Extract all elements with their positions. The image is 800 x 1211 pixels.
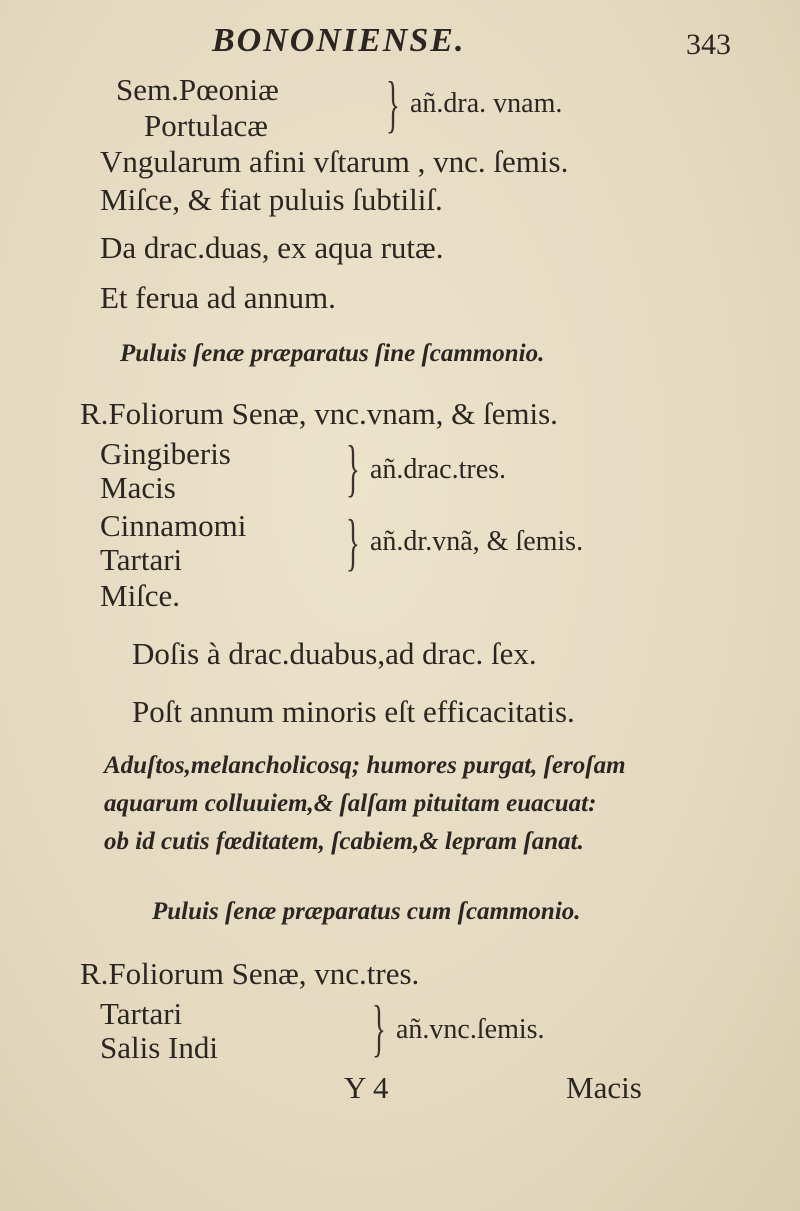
brace: } [386, 68, 400, 139]
text-line: Poſt annum minoris eſt efficacitatis. [132, 694, 575, 729]
recipe-line: R.Foliorum Senæ, vnc.vnam, & ſemis. [80, 396, 558, 431]
brace: } [346, 506, 360, 577]
dose-line: añ.dra. vnam. [410, 88, 563, 119]
text-line: Vngularum afini vſtarum , vnc. ſemis. [100, 144, 569, 179]
ingredient-paeonia: Sem.Pœoniæ [116, 72, 279, 107]
ingredient: Salis Indi [100, 1030, 218, 1065]
ingredient: Tartari [100, 542, 183, 577]
text-line: Et ferua ad annum. [100, 280, 336, 315]
recipe-line: R.Foliorum Senæ, vnc.tres. [80, 956, 420, 991]
text-line: Miſce. [100, 578, 181, 613]
ingredient: Tartari [100, 996, 183, 1031]
description-line: aquarum colluuiem,& ſalſam pituitam euacuat: [104, 790, 597, 817]
dose-line: añ.vnc.ſemis. [396, 1014, 545, 1045]
brace: } [372, 992, 386, 1063]
text-line: Doſis à drac.duabus,ad drac. ſex. [132, 636, 537, 671]
ingredient: Macis [100, 470, 176, 505]
ingredient: Gingiberis [100, 436, 231, 471]
description-line: ob id cutis fœditatem, ſcabiem,& lepram ſanat. [104, 828, 584, 855]
text-line: Da drac.duas, ex aqua rutæ. [100, 230, 444, 265]
section-title: Puluis ſenæ præparatus cum ſcammonio. [152, 898, 581, 925]
catchword: Macis [566, 1070, 642, 1105]
dose-line: añ.drac.tres. [370, 454, 507, 485]
description-line: Aduſtos,melancholicosq; humores purgat, ſeroſam [104, 752, 626, 779]
ingredient: Cinnamomi [100, 508, 247, 543]
text-line: Miſce, & fiat puluis ſubtiliſ. [100, 182, 443, 217]
brace: } [346, 432, 360, 503]
page-number: 343 [686, 28, 731, 61]
signature-mark: Y 4 [344, 1070, 389, 1105]
ingredient-portulaca: Portulacæ [144, 108, 268, 143]
section-title: Puluis ſenæ præparatus ſine ſcammonio. [120, 340, 545, 367]
running-title: BONONIENSE. [212, 22, 466, 59]
dose-line: añ.dr.vnã, & ſemis. [370, 526, 584, 557]
